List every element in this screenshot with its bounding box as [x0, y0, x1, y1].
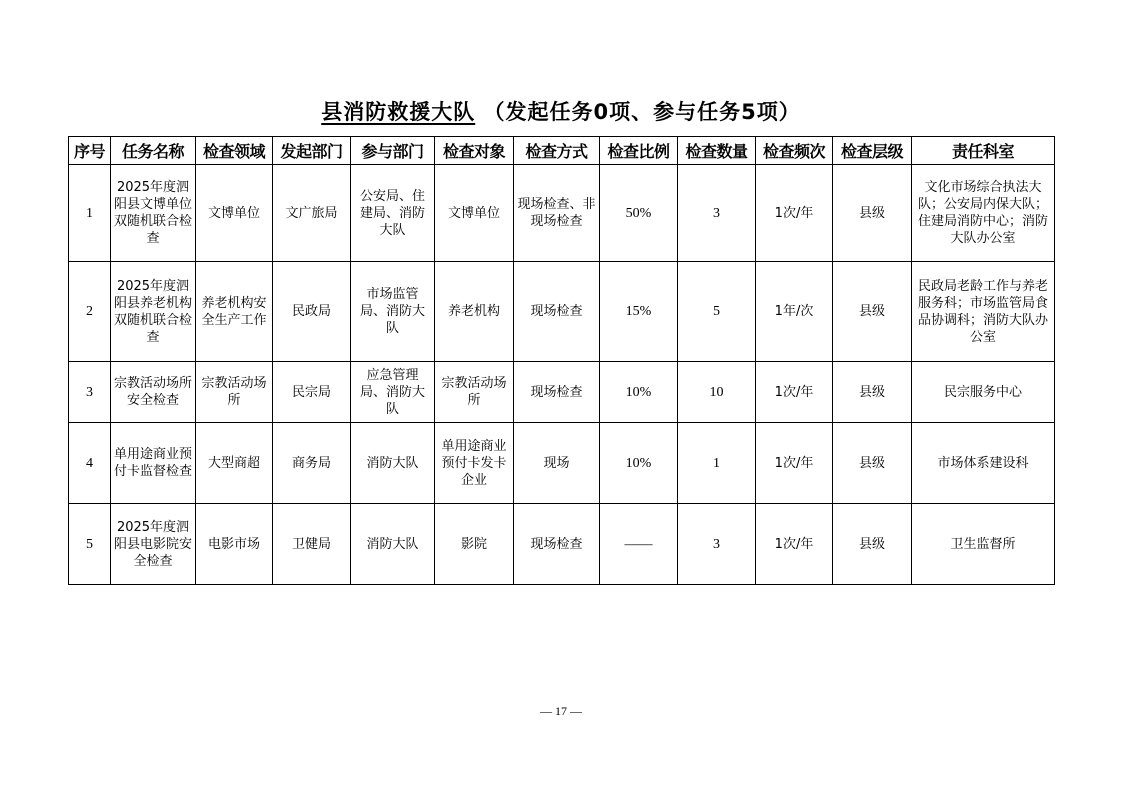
table-cell: 文化市场综合执法大队；公安局内保大队；住建局消防中心；消防大队办公室: [912, 165, 1055, 262]
table-row: [69, 262, 1055, 362]
header-cell: 责任科室: [912, 137, 1055, 165]
table-cell: 文博单位: [196, 165, 273, 262]
page-title: [0, 96, 1122, 126]
table-cell: 50%: [600, 165, 678, 262]
table-cell: 电影市场: [196, 504, 273, 585]
table-cell: 县级: [833, 504, 912, 585]
table-cell: 消防大队: [351, 504, 435, 585]
table-cell: 1次/年: [756, 165, 833, 262]
table-cell: 1: [69, 165, 111, 262]
table-cell: 商务局: [273, 423, 351, 504]
table-cell: 民宗局: [273, 362, 351, 423]
table-cell: 民政局: [273, 262, 351, 362]
table-cell: 1次/年: [756, 362, 833, 423]
table-cell: 养老机构安全生产工作: [196, 262, 273, 362]
table-cell: 市场监管局、消防大队: [351, 262, 435, 362]
table-cell: 民政局老龄工作与养老服务科；市场监管局食品协调科；消防大队办公室: [912, 262, 1055, 362]
header-cell: 检查层级: [833, 137, 912, 165]
header-cell: 检查数量: [678, 137, 756, 165]
table-cell: 县级: [833, 262, 912, 362]
table-cell: 现场检查: [514, 262, 600, 362]
page-title-main: 县消防救援大队: [321, 100, 476, 124]
header-cell: 检查方式: [514, 137, 600, 165]
table-cell: 现场检查: [514, 362, 600, 423]
table-cell: 5: [69, 504, 111, 585]
table-cell: 现场检查、非现场检查: [514, 165, 600, 262]
page-number: — 17 —: [540, 704, 582, 718]
table-cell: 2025年度泗阳县文博单位双随机联合检查: [111, 165, 196, 262]
table-row: [69, 504, 1055, 585]
table-cell: 卫健局: [273, 504, 351, 585]
header-cell: 参与部门: [351, 137, 435, 165]
table-cell: 10%: [600, 362, 678, 423]
header-cell: 检查频次: [756, 137, 833, 165]
table-cell: 10%: [600, 423, 678, 504]
table-cell: 现场检查: [514, 504, 600, 585]
header-cell: 序号: [69, 137, 111, 165]
table-cell: 3: [678, 165, 756, 262]
table-cell: 1次/年: [756, 423, 833, 504]
table-row: [69, 362, 1055, 423]
table-cell: 现场: [514, 423, 600, 504]
table-cell: 1年/次: [756, 262, 833, 362]
table-cell: 10: [678, 362, 756, 423]
table-cell: 3: [69, 362, 111, 423]
table-cell: 县级: [833, 165, 912, 262]
table-cell: 大型商超: [196, 423, 273, 504]
task-table: [68, 136, 1055, 585]
table-cell: 宗教活动场所: [196, 362, 273, 423]
header-cell: 任务名称: [111, 137, 196, 165]
header-cell: 检查比例: [600, 137, 678, 165]
table-cell: 单用途商业预付卡监督检查: [111, 423, 196, 504]
table-cell: 县级: [833, 362, 912, 423]
table-cell: 5: [678, 262, 756, 362]
table-cell: 1: [678, 423, 756, 504]
table-cell: 公安局、住建局、消防大队: [351, 165, 435, 262]
table-cell: 2025年度泗阳县养老机构双随机联合检查: [111, 262, 196, 362]
table-cell: 3: [678, 504, 756, 585]
table-cell: ——: [600, 504, 678, 585]
table-cell: 应急管理局、消防大队: [351, 362, 435, 423]
table-cell: 单用途商业预付卡发卡企业: [435, 423, 514, 504]
table-cell: 1次/年: [756, 504, 833, 585]
table-cell: 2: [69, 262, 111, 362]
table-cell: 影院: [435, 504, 514, 585]
table-cell: 消防大队: [351, 423, 435, 504]
header-cell: 发起部门: [273, 137, 351, 165]
table-cell: 卫生监督所: [912, 504, 1055, 585]
table-cell: 文广旅局: [273, 165, 351, 262]
table-row: [69, 423, 1055, 504]
header-cell: 检查领域: [196, 137, 273, 165]
table-cell: 民宗服务中心: [912, 362, 1055, 423]
table-cell: 县级: [833, 423, 912, 504]
table-cell: 宗教活动场所安全检查: [111, 362, 196, 423]
page-title-sub: （发起任务0项、参与任务5项）: [483, 100, 801, 124]
table-header-row: [69, 137, 1055, 165]
table-cell: 2025年度泗阳县电影院安全检查: [111, 504, 196, 585]
header-cell: 检查对象: [435, 137, 514, 165]
table-row: [69, 165, 1055, 262]
table-cell: 宗教活动场所: [435, 362, 514, 423]
table-cell: 文博单位: [435, 165, 514, 262]
table-cell: 15%: [600, 262, 678, 362]
table-cell: 4: [69, 423, 111, 504]
table-cell: 养老机构: [435, 262, 514, 362]
table-cell: 市场体系建设科: [912, 423, 1055, 504]
